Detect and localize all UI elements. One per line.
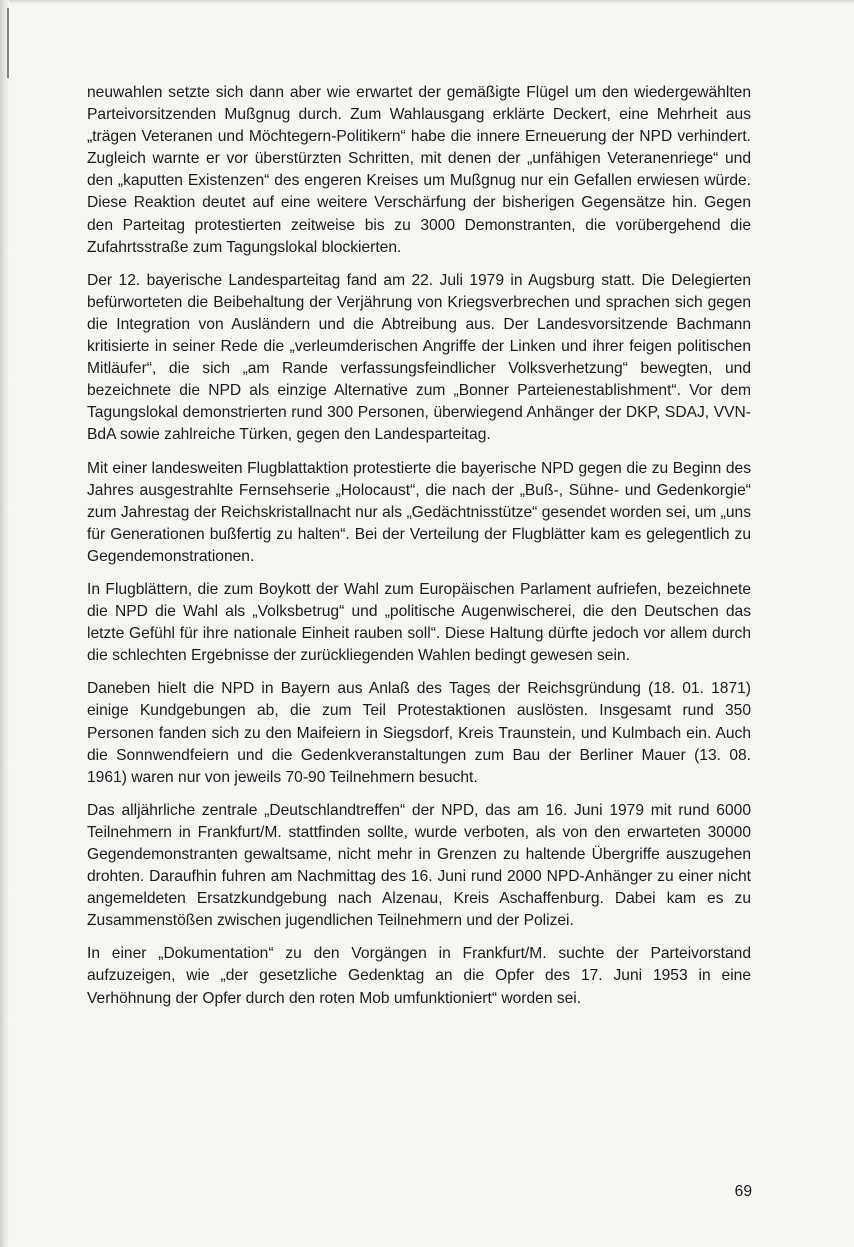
page-edge-mark [7,8,9,78]
body-text [87,82,751,1021]
paragraph-1: neuwahlen setzte sich dann aber wie erwartet der gemäßigte Flügel um den wiedergewählten Parteivorsitzenden Mußgnug durch. Zum Wahlausgang erklärte Deckert, eine Mehrheit aus „trägen Veteranen und Möchtegern-Politikern“ habe die innere Erneuerung der NPD verhindert. Zugleich warnte er vor überstürzten Schritten, mit denen der „unfähigen Veteranenriege“ und den „kaputten Existenzen“ des engeren Kreises um Mußgnug nur ein Gefallen erwiesen würde. Diese Reaktion deutet auf eine weitere Verschärfung der bisherigen Gegensätze hin. Gegen den Parteitag protestierten zeitweise bis zu 3000 Demonstranten, die vorübergehend die Zufahrtsstraße zum Tagungslokal blockierten. [87,84,751,256]
page-number: 69 [734,1183,752,1200]
paragraph-6: Das alljährliche zentrale „Deutschlandtreffen“ der NPD, das am 16. Juni 1979 mit rund 6000 Teilnehmern in Frankfurt/M. stattfinden sollte, wurde verboten, als von den erwarteten 30000 Gegendemonstranten gewaltsame, nicht mehr in Grenzen zu haltende Übergriffe auszugehen drohten. Daraufhin fuhren am Nachmittag des 16. Juni rund 2000 NPD-Anhänger zu einer nicht angemeldeten Ersatzkundgebung nach Alzenau, Kreis Aschaffenburg. Dabei kam es zu Zusammenstößen zwischen jugendlichen Teilnehmern und der Polizei. [87,801,751,930]
paragraph-7: In einer „Dokumentation“ zu den Vorgängen in Frankfurt/M. suchte der Parteivorstand aufzuzeigen, wie „der gesetzliche Gedenktag an die Opfer des 17. Juni 1953 in eine Verhöhnung der Opfer durch den roten Mob umfunktioniert“ worden sei. [87,945,751,1007]
paragraph-5: Daneben hielt die NPD in Bayern aus Anlaß des Tages der Reichsgründung (18. 01. 1871) einige Kundgebungen ab, die zum Teil Protestaktionen auslösten. Insgesamt rund 350 Personen fanden sich zu den Maifeiern in Siegsdorf, Kreis Traunstein, und Kulmbach ein. Auch die Sonnwendfeiern und die Gedenkveranstaltungen zum Bau der Berliner Mauer (13. 08. 1961) waren nur von jeweils 70-90 Teilnehmern besucht. [87,680,751,786]
page-left-edge [0,0,9,1247]
paragraph-3: Mit einer landesweiten Flugblattaktion protestierte die bayerische NPD gegen die zu Beginn des Jahres ausgestrahlte Fernsehserie „Holocaust“, die nach der „Buß-, Sühne- und Gedenkorgie“ zum Jahrestag der Reichskristallnacht nur als „Gedächtnisstütze“ gesendet worden sei, um „uns für Generationen bußfertig zu halten“. Bei der Verteilung der Flugblätter kam es gelegentlich zu Gegendemonstrationen. [87,459,751,565]
paragraph-2: Der 12. bayerische Landesparteitag fand am 22. Juli 1979 in Augsburg statt. Die Delegierten befürworteten die Beibehaltung der Verjährung von Kriegsverbrechen und sprachen sich gegen die Integration von Ausländern und die Abtreibung aus. Der Landesvorsitzende Bachmann kritisierte in seiner Rede die „verleumderischen Angriffe der Linken und ihrer feigen politischen Mitläufer“, die sich „am Rande verfassungsfeindlicher Volksverhetzung“ bewegten, und bezeichnete die NPD als einzige Alternative zum „Bonner Parteienestablishment“. Vor dem Tagungslokal demonstrierten rund 300 Personen, überwiegend Anhänger der DKP, SDAJ, VVN-BdA sowie zahlreiche Türken, gegen den Landesparteitag. [87,271,751,444]
page-top-edge [9,0,854,4]
paragraph-4: In Flugblättern, die zum Boykott der Wahl zum Europäischen Parlament aufriefen, bezeichnete die NPD die Wahl als „Volksbetrug“ und „politische Augenwischerei, die den Deutschen das letzte Gefühl für ihre nationale Einheit rauben soll“. Diese Haltung dürfte jedoch vor allem durch die schlechten Ergebnisse der zurückliegenden Wahlen bedingt gewesen sein. [87,580,751,665]
